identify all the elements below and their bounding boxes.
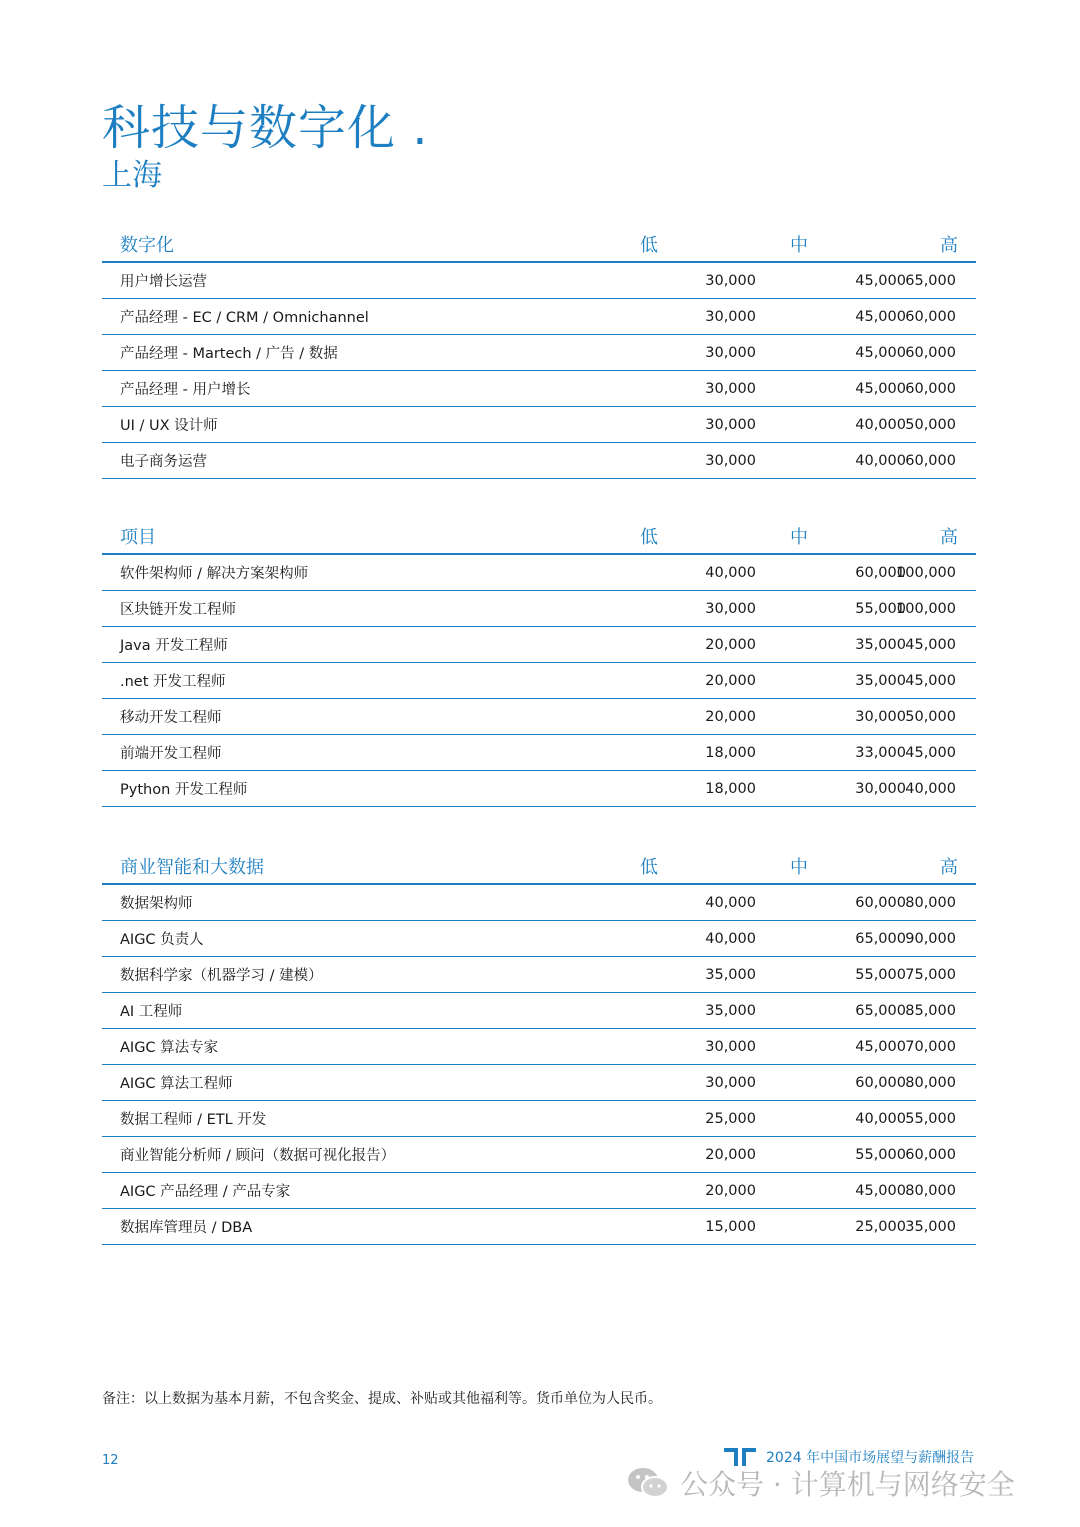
mid-cell: 30,000	[855, 708, 906, 725]
table-header	[102, 519, 976, 555]
high-cell: 60,000	[905, 308, 956, 325]
footer-report-title: 2024 年中国市场展望与薪酬报告	[766, 1450, 975, 1466]
high-cell: 50,000	[905, 416, 956, 433]
role-cell: AIGC 算法工程师	[120, 1076, 233, 1092]
mid-cell: 40,000	[855, 1110, 906, 1127]
col-low-header: 低	[640, 527, 658, 548]
mid-cell: 40,000	[855, 416, 906, 433]
low-cell: 40,000	[705, 894, 756, 911]
high-cell: 85,000	[905, 1002, 956, 1019]
role-cell: 电子商务运营	[120, 454, 207, 470]
low-cell: 35,000	[705, 966, 756, 983]
high-cell: 75,000	[905, 966, 956, 983]
role-cell: 移动开发工程师	[120, 710, 222, 726]
table-row	[102, 591, 976, 627]
table-row	[102, 263, 976, 299]
mid-cell: 45,000	[855, 1038, 906, 1055]
role-cell: Python 开发工程师	[120, 782, 248, 798]
col-low-header: 低	[640, 235, 658, 256]
col-mid-header: 中	[790, 527, 808, 548]
mid-cell: 60,000	[855, 1074, 906, 1091]
table-row	[102, 335, 976, 371]
high-cell: 55,000	[905, 1110, 956, 1127]
low-cell: 18,000	[705, 780, 756, 797]
role-cell: 产品经理 - EC / CRM / Omnichannel	[120, 310, 369, 326]
role-cell: AIGC 产品经理 / 产品专家	[120, 1184, 291, 1200]
low-cell: 30,000	[705, 272, 756, 289]
mid-cell: 45,000	[855, 344, 906, 361]
mid-cell: 60,000	[855, 564, 906, 581]
col-high-header: 高	[940, 527, 958, 548]
watermark	[626, 1463, 1015, 1503]
col-high-header: 高	[940, 235, 958, 256]
table-row	[102, 299, 976, 335]
table-row	[102, 663, 976, 699]
low-cell: 20,000	[705, 1182, 756, 1199]
low-cell: 25,000	[705, 1110, 756, 1127]
high-cell: 50,000	[905, 708, 956, 725]
table-header	[102, 849, 976, 885]
role-cell: 软件架构师 / 解决方案架构师	[120, 566, 309, 582]
high-cell: 45,000	[905, 744, 956, 761]
role-cell: 产品经理 - 用户增长	[120, 382, 251, 398]
mid-cell: 45,000	[855, 272, 906, 289]
mid-cell: 65,000	[855, 930, 906, 947]
col-high-header: 高	[940, 857, 958, 878]
mid-cell: 55,000	[855, 600, 906, 617]
high-cell: 40,000	[905, 780, 956, 797]
table-row	[102, 735, 976, 771]
table-row	[102, 921, 976, 957]
col-low-header: 低	[640, 857, 658, 878]
mid-cell: 55,000	[855, 966, 906, 983]
table-row	[102, 993, 976, 1029]
high-cell: 90,000	[905, 930, 956, 947]
role-cell: AI 工程师	[120, 1004, 183, 1020]
watermark-text: 公众号 · 计算机与网络安全	[680, 1468, 1015, 1501]
category-header: 商业智能和大数据	[120, 857, 264, 878]
high-cell: 80,000	[905, 1182, 956, 1199]
low-cell: 18,000	[705, 744, 756, 761]
table-row	[102, 407, 976, 443]
mid-cell: 40,000	[855, 452, 906, 469]
mid-cell: 30,000	[855, 780, 906, 797]
high-cell: 60,000	[905, 344, 956, 361]
mid-cell: 45,000	[855, 308, 906, 325]
table-row	[102, 443, 976, 479]
mid-cell: 45,000	[855, 380, 906, 397]
salary-table	[102, 227, 976, 479]
page-subtitle: 上海	[102, 158, 162, 193]
high-cell: 100,000	[896, 600, 956, 617]
table-row	[102, 555, 976, 591]
mid-cell: 35,000	[855, 672, 906, 689]
low-cell: 30,000	[705, 600, 756, 617]
low-cell: 30,000	[705, 344, 756, 361]
role-cell: UI / UX 设计师	[120, 418, 218, 434]
low-cell: 40,000	[705, 930, 756, 947]
salary-table	[102, 519, 976, 807]
high-cell: 80,000	[905, 894, 956, 911]
role-cell: 数据库管理员 / DBA	[120, 1220, 253, 1236]
role-cell: Java 开发工程师	[120, 638, 228, 654]
mid-cell: 33,000	[855, 744, 906, 761]
table-row	[102, 1173, 976, 1209]
table-header	[102, 227, 976, 263]
high-cell: 70,000	[905, 1038, 956, 1055]
role-cell: 前端开发工程师	[120, 746, 222, 762]
role-cell: AIGC 算法专家	[120, 1040, 219, 1056]
role-cell: 数据科学家（机器学习 / 建模）	[120, 968, 323, 984]
role-cell: 产品经理 - Martech / 广告 / 数据	[120, 346, 338, 362]
low-cell: 40,000	[705, 564, 756, 581]
high-cell: 35,000	[905, 1218, 956, 1235]
col-mid-header: 中	[790, 235, 808, 256]
page-title: 科技与数字化 .	[102, 100, 429, 156]
role-cell: 数据工程师 / ETL 开发	[120, 1112, 267, 1128]
category-header: 数字化	[120, 235, 174, 256]
wechat-icon	[626, 1465, 670, 1501]
low-cell: 20,000	[705, 636, 756, 653]
low-cell: 30,000	[705, 416, 756, 433]
low-cell: 30,000	[705, 1038, 756, 1055]
low-cell: 20,000	[705, 1146, 756, 1163]
table-row	[102, 1209, 976, 1245]
high-cell: 65,000	[905, 272, 956, 289]
role-cell: .net 开发工程师	[120, 674, 226, 690]
category-header: 项目	[120, 527, 156, 548]
table-row	[102, 1101, 976, 1137]
high-cell: 45,000	[905, 672, 956, 689]
role-cell: 商业智能分析师 / 顾问（数据可视化报告）	[120, 1148, 396, 1164]
table-row	[102, 957, 976, 993]
high-cell: 80,000	[905, 1074, 956, 1091]
high-cell: 100,000	[896, 564, 956, 581]
low-cell: 20,000	[705, 708, 756, 725]
col-mid-header: 中	[790, 857, 808, 878]
high-cell: 45,000	[905, 636, 956, 653]
high-cell: 60,000	[905, 1146, 956, 1163]
role-cell: AIGC 负责人	[120, 932, 204, 948]
role-cell: 区块链开发工程师	[120, 602, 236, 618]
mid-cell: 25,000	[855, 1218, 906, 1235]
mid-cell: 65,000	[855, 1002, 906, 1019]
mid-cell: 55,000	[855, 1146, 906, 1163]
mid-cell: 60,000	[855, 894, 906, 911]
mid-cell: 45,000	[855, 1182, 906, 1199]
low-cell: 30,000	[705, 380, 756, 397]
table-row	[102, 1065, 976, 1101]
table-row	[102, 371, 976, 407]
low-cell: 30,000	[705, 308, 756, 325]
low-cell: 30,000	[705, 452, 756, 469]
role-cell: 用户增长运营	[120, 274, 207, 290]
table-row	[102, 1029, 976, 1065]
low-cell: 20,000	[705, 672, 756, 689]
page-number: 12	[102, 1453, 119, 1468]
table-row	[102, 1137, 976, 1173]
table-row	[102, 627, 976, 663]
role-cell: 数据架构师	[120, 896, 193, 912]
table-row	[102, 771, 976, 807]
low-cell: 15,000	[705, 1218, 756, 1235]
footnote: 备注：以上数据为基本月薪，不包含奖金、提成、补贴或其他福利等。货币单位为人民币。	[102, 1391, 662, 1407]
table-row	[102, 885, 976, 921]
salary-table	[102, 849, 976, 1245]
mid-cell: 35,000	[855, 636, 906, 653]
high-cell: 60,000	[905, 380, 956, 397]
low-cell: 35,000	[705, 1002, 756, 1019]
low-cell: 30,000	[705, 1074, 756, 1091]
high-cell: 60,000	[905, 452, 956, 469]
table-row	[102, 699, 976, 735]
